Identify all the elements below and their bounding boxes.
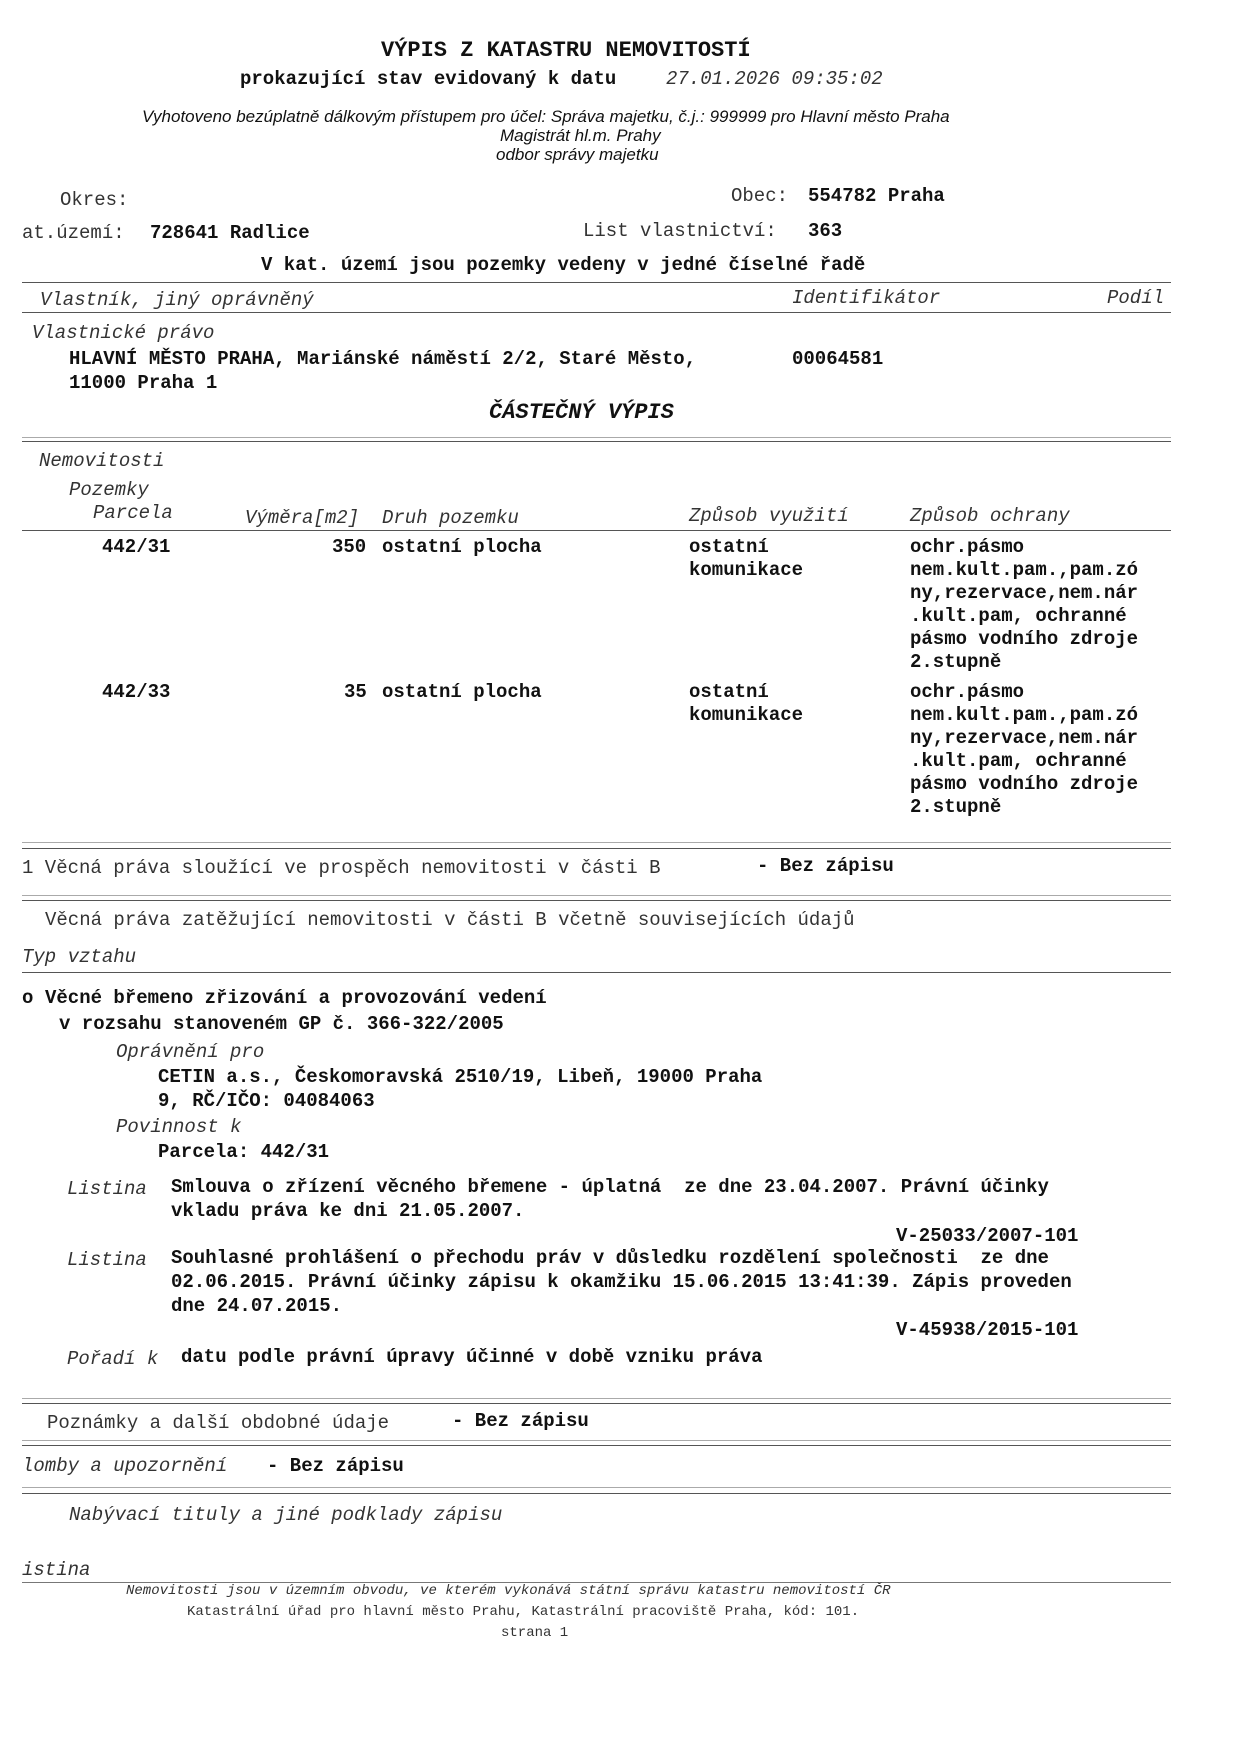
owner-line-1: HLAVNÍ MĚSTO PRAHA, Mariánské náměstí 2/2, Staré Město, — [69, 348, 697, 370]
subtitle-date: 27.01.2026 09:35:02 — [666, 68, 883, 90]
divider — [22, 1445, 1171, 1446]
entitled-line-2: 9, RČ/IČO: 04084063 — [158, 1090, 375, 1112]
lv-label: List vlastnictví: — [583, 220, 777, 242]
parcel-kind: ostatní plocha — [382, 681, 542, 703]
section-b1-label: 1 Věcná práva sloužící ve prospěch nemovitosti v části B — [22, 857, 661, 879]
issued-line-2: Magistrát hl.m. Prahy — [500, 126, 661, 145]
partial-extract-title: ČÁSTEČNÝ VÝPIS — [489, 400, 674, 425]
parcel-usage: komunikace — [689, 559, 804, 581]
parcel-protection: .kult.pam, ochranné — [910, 750, 1127, 772]
owner-identifier: 00064581 — [792, 348, 884, 370]
protection-column-header: Způsob ochrany — [910, 505, 1070, 527]
parcel-protection: nem.kult.pam.,pam.zó — [910, 559, 1139, 581]
obligation-label: Povinnost k — [116, 1116, 242, 1138]
divider — [22, 1398, 1171, 1399]
divider — [22, 848, 1171, 849]
document-label: Listina — [67, 1178, 147, 1200]
obligation-value: Parcela: 442/31 — [158, 1141, 330, 1163]
footer-line-2: Katastrální úřad pro hlavní město Prahu, Katastrální pracoviště Praha, kód: 101. — [187, 1604, 860, 1620]
plombs-value: - Bez zápisu — [267, 1455, 404, 1477]
divider — [22, 1487, 1171, 1488]
section-b1-value: - Bez zápisu — [757, 855, 894, 877]
parcel-protection: ochr.pásmo — [910, 536, 1025, 558]
properties-section-label: Nemovitosti — [39, 450, 165, 472]
kind-column-header: Druh pozemku — [382, 507, 519, 529]
entitled-line-1: CETIN a.s., Českomoravská 2510/19, Libeň, 19000 Praha — [158, 1066, 763, 1088]
uzemi-label: at.území: — [22, 222, 125, 244]
divider — [22, 972, 1171, 973]
land-subsection-label: Pozemky — [69, 479, 149, 501]
document-title: VÝPIS Z KATASTRU NEMOVITOSTÍ — [381, 38, 751, 63]
parcel-protection: ny,rezervace,nem.nár — [910, 582, 1139, 604]
parcel-protection: nem.kult.pam.,pam.zó — [910, 704, 1139, 726]
share-column-header: Podíl — [1107, 287, 1165, 309]
divider — [22, 441, 1171, 442]
divider — [22, 312, 1171, 313]
uzemi-value: 728641 Radlice — [150, 222, 310, 244]
subtitle-prefix: prokazující stav evidovaný k datu — [240, 68, 617, 90]
acquisition-titles-label: Nabývací tituly a jiné podklady zápisu — [69, 1504, 503, 1526]
parcel-protection: .kult.pam, ochranné — [910, 605, 1127, 627]
footer-line-1: Nemovitosti jsou v územním obvodu, ve kterém vykonává státní správu katastru nemovitostí ČR — [126, 1583, 891, 1599]
parcel-protection: 2.stupně — [910, 651, 1002, 673]
parcel-number: 442/31 — [102, 536, 171, 558]
plombs-label: lomby a upozornění — [22, 1455, 228, 1477]
parcel-protection: pásmo vodního zdroje — [910, 628, 1139, 650]
identifier-column-header: Identifikátor — [792, 287, 941, 309]
parcel-protection: ny,rezervace,nem.nár — [910, 727, 1139, 749]
parcel-protection: pásmo vodního zdroje — [910, 773, 1139, 795]
lv-value: 363 — [808, 220, 843, 242]
okres-label: Okres: — [60, 189, 129, 211]
burden-line-1: Věcné břemeno zřizování a provozování vedení — [45, 987, 547, 1009]
parcel-usage: komunikace — [689, 704, 804, 726]
document-label: Listina — [67, 1249, 147, 1271]
section-d-label: Poznámky a další obdobné údaje — [47, 1412, 390, 1434]
obec-value: 554782 Praha — [808, 185, 945, 207]
divider — [22, 842, 1171, 843]
entitled-label: Oprávnění pro — [116, 1041, 265, 1063]
divider — [22, 282, 1171, 283]
document-text-line-1: Souhlasné prohlášení o přechodu práv v důsledku rozdělení společnosti ze dne — [171, 1247, 1049, 1269]
document-reference: V-45938/2015-101 — [896, 1319, 1079, 1341]
divider — [22, 900, 1171, 901]
parcel-kind: ostatní plocha — [382, 536, 542, 558]
document-reference: V-25033/2007-101 — [896, 1225, 1079, 1247]
issued-line-1: Vyhotoveno bezúplatně dálkovým přístupem pro účel: Správa majetku, č.j.: 999999 pro Hlavní město Praha — [142, 107, 950, 126]
usage-column-header: Způsob využití — [689, 505, 849, 527]
relation-type-label: Typ vztahu — [22, 946, 137, 968]
owner-line-2: 11000 Praha 1 — [69, 372, 218, 394]
parcel-protection: ochr.pásmo — [910, 681, 1025, 703]
parcel-number: 442/33 — [102, 681, 171, 703]
document-text-line-2: vkladu práva ke dni 21.05.2007. — [171, 1200, 525, 1222]
burden-bullet: o — [22, 987, 34, 1009]
divider — [22, 437, 1171, 438]
document-text-line-1: Smlouva o zřízení věcného břemene - úplatná ze dne 23.04.2007. Právní účinky — [171, 1176, 1049, 1198]
divider — [22, 1403, 1171, 1404]
document-text-line-3: dne 24.07.2015. — [171, 1295, 343, 1317]
burden-line-2: v rozsahu stanoveném GP č. 366-322/2005 — [59, 1013, 504, 1035]
divider — [22, 895, 1171, 896]
listina-label: istina — [22, 1559, 91, 1581]
section-d-value: - Bez zápisu — [452, 1410, 589, 1432]
issued-line-3: odbor správy majetku — [496, 145, 659, 164]
order-value: datu podle právní úpravy účinné v době vzniku práva — [181, 1346, 763, 1368]
order-label: Pořadí k — [67, 1348, 159, 1370]
registry-note: V kat. území jsou pozemky vedeny v jedné číselné řadě — [261, 254, 866, 276]
parcel-usage: ostatní — [689, 536, 769, 558]
divider — [22, 530, 1171, 531]
parcel-protection: 2.stupně — [910, 796, 1002, 818]
obec-label: Obec: — [731, 185, 789, 207]
parcel-area: 350 — [332, 536, 367, 558]
owner-column-header: Vlastník, jiný oprávněný — [40, 289, 314, 311]
divider — [22, 1493, 1171, 1494]
parcel-column-header: Parcela — [93, 502, 173, 524]
divider — [22, 1440, 1171, 1441]
area-column-header: Výměra[m2] — [245, 507, 360, 529]
page-number: strana 1 — [501, 1625, 569, 1641]
document-text-line-2: 02.06.2015. Právní účinky zápisu k okamžiku 15.06.2015 13:41:39. Zápis proveden — [171, 1271, 1072, 1293]
parcel-area: 35 — [344, 681, 367, 703]
parcel-usage: ostatní — [689, 681, 769, 703]
right-type: Vlastnické právo — [32, 322, 215, 344]
section-c-label: Věcná práva zatěžující nemovitosti v části B včetně souvisejících údajů — [45, 909, 855, 931]
